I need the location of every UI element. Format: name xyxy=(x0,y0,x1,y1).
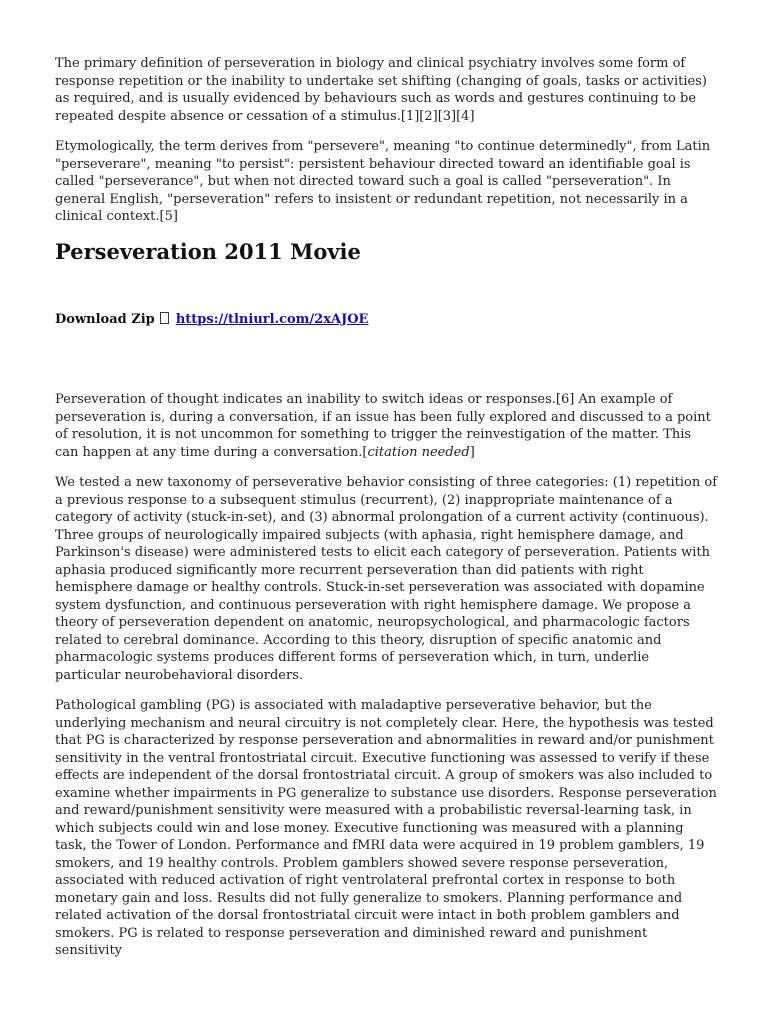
download-label: Download Zip xyxy=(55,311,155,327)
paragraph-thought-text: Perseveration of thought indicates an inability to switch ideas or responses.[6] An example of perseveration is, during a conversation, if an issue has been fully explored and discussed to a point of resolution, it is not uncommon for something to trigger the reinvestigation of the matter. This can happen at any time during a conversation.[ xyxy=(55,392,711,460)
page-title: Perseveration 2011 Movie xyxy=(55,238,361,264)
paragraph-thought xyxy=(55,391,717,461)
download-line xyxy=(55,311,717,329)
paragraph-thought-close: ] xyxy=(469,444,475,460)
paragraph-gambling: Pathological gambling (PG) is associated with maladaptive perseverative behavior, but the underlying mechanism and neural circuitry is not completely clear. Here, the hypothesis was tested that PG is characterized by response perseveration and abnormalities in reward and/or punishment sensitivity in the ventral frontostriatal circuit. Executive functioning was assessed to verify if these effects are independent of the dorsal frontostriatal circuit. A group of smokers was also included to examine whether impairments in PG generalize to substance use disorders. Response perseveration and reward/punishment sensitivity were measured with a probabilistic reversal-learning task, in which subjects could win and lose money. Executive functioning was measured with a planning task, the Tower of London. Performance and fMRI data were acquired in 19 problem gamblers, 19 smokers, and 19 healthy controls. Problem gamblers showed severe response perseveration, associated with reduced activation of right ventrolateral prefrontal cortex in response to both monetary gain and loss. Results did not fully generalize to smokers. Planning performance and related activation of the dorsal frontostriatal circuit were intact in both problem gamblers and smokers. PG is related to response perseveration and diminished reward and punishment sensitivity xyxy=(55,698,717,958)
arrow-glyph-icon xyxy=(160,312,169,324)
download-link[interactable]: https://tlniurl.com/2xAJOE xyxy=(175,311,369,327)
document-body xyxy=(55,55,717,960)
intro-paragraph-2: Etymologically, the term derives from "persevere", meaning "to continue determinedly", from Latin "perseverare", meaning "to persist": persistent behaviour directed toward an identifiable goal is called "perseverance", but when not directed toward such a goal is called "perseveration". In general English, "perseveration" refers to insistent or redundant repetition, not necessarily in a clinical context.[5] xyxy=(55,139,711,224)
paragraph-taxonomy: We tested a new taxonomy of perseverative behavior consisting of three categories: (1) repetition of a previous response to a subsequent stimulus (recurrent), (2) inappropriate maintenance of a category of activity (stuck-in-set), and (3) abnormal prolongation of a current activity (continuous). Three groups of neurologically impaired subjects (with aphasia, right hemisphere damage, and Parkinson's disease) were administered tests to elicit each category of perseveration. Patients with aphasia produced significantly more recurrent perseveration than did patients with right hemisphere damage or healthy controls. Stuck-in-set perseveration was associated with dopamine system dysfunction, and continuous perseveration with right hemisphere damage. We propose a theory of perseveration dependent on anatomic, neuropsychological, and pharmacologic factors related to cerebral dominance. According to this theory, disruption of specific anatomic and pharmacologic systems produces different forms of perseveration which, in turn, underlie particular neurobehavioral disorders. xyxy=(55,475,718,683)
citation-needed: citation needed xyxy=(367,444,470,460)
intro-paragraph-1: The primary definition of perseveration in biology and clinical psychiatry involves some form of response repetition or the inability to undertake set shifting (changing of goals, tasks or activities) as required, and is usually evidenced by behaviours such as words and gestures continuing to be repeated despite absence or cessation of a stimulus.[1][2][3][4] xyxy=(55,56,707,124)
